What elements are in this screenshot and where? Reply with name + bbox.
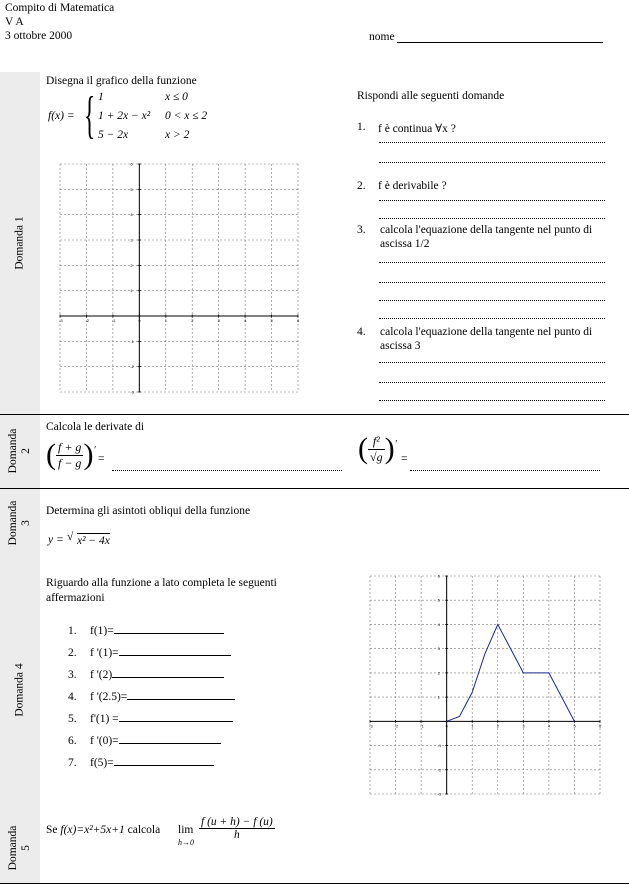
answer-line[interactable]	[379, 162, 605, 163]
section-label-text: Domanda	[7, 825, 19, 871]
answer-line[interactable]	[379, 142, 605, 143]
y-tick-label: 3	[130, 237, 133, 243]
section-label-q4: Domanda 4	[13, 663, 26, 717]
y-tick-label: -2	[130, 364, 134, 370]
q1-item-num: 3.	[357, 224, 366, 236]
y-tick-label: 4	[437, 621, 440, 627]
equals-sign: =	[98, 453, 105, 465]
q4-item-num: 4.	[68, 691, 77, 703]
x-tick-label: 4	[547, 723, 551, 729]
q4-answer-field[interactable]	[119, 645, 231, 656]
q1-item-num: 4.	[357, 326, 366, 338]
expr1-numerator: f + g	[58, 439, 82, 454]
x-tick-label: 3	[522, 723, 525, 729]
y-tick-label: -3	[437, 791, 442, 796]
y-tick-label: 2	[437, 670, 440, 676]
answer-line[interactable]	[379, 282, 605, 283]
section-label-text: Domanda	[7, 428, 19, 474]
y-tick-label: 4	[130, 212, 133, 218]
q2-expression-2: ( $\frac{\text{f²}}{√g}$ )'	[358, 432, 397, 465]
prime: '	[394, 438, 397, 450]
section-label-q2	[7, 429, 33, 474]
q2-expression-1: ( $\frac{f + g}{f - g}$ )'	[46, 438, 96, 471]
x-tick-label: 5	[573, 723, 576, 729]
y-tick-label: 2	[130, 262, 133, 268]
q1-item-text: calcola l'equazione della tangente nel punto di	[380, 326, 593, 338]
x-tick-label: 4	[244, 318, 247, 323]
q1-function-lhs: f(x) =	[48, 110, 75, 122]
y-tick-label: 5	[437, 597, 440, 603]
test-date: 3 ottobre 2000	[5, 30, 73, 42]
q4-answer-field[interactable]	[114, 755, 214, 766]
q2-answer-line-1[interactable]	[112, 470, 342, 471]
q1-item-text: f è continua ∀x ?	[378, 123, 456, 135]
case-expr-2: 1 + 2x − x²	[98, 110, 151, 122]
q4-answer-field[interactable]	[119, 733, 221, 744]
answer-line[interactable]	[379, 218, 605, 219]
q4-function-graph	[368, 574, 602, 796]
prime: '	[93, 444, 96, 456]
case-expr-3: 5 − 2x	[98, 129, 129, 141]
y-tick-label: 1	[437, 694, 440, 700]
y-tick-label: 1	[130, 288, 133, 294]
q1-item-text: calcola l'equazione della tangente nel punto di	[380, 224, 593, 236]
y-tick-label: 6	[437, 574, 440, 579]
q4-item-label: f(5)=	[90, 757, 114, 769]
divider	[0, 488, 629, 489]
x-tick-label: 5	[270, 318, 273, 323]
q4-item-num: 2.	[68, 647, 77, 659]
x-tick-label: -2	[85, 318, 90, 323]
q1-item-num: 2.	[357, 180, 366, 192]
x-tick-label: 2	[496, 723, 500, 729]
q4-item-label: f(1)=	[90, 625, 114, 637]
q3-radicand: x² − 4x	[77, 535, 110, 547]
answer-line[interactable]	[379, 200, 605, 201]
q1-item-num: 1.	[357, 121, 366, 133]
answer-line[interactable]	[379, 262, 605, 263]
answer-line[interactable]	[379, 300, 605, 301]
section-label-number: 2	[20, 448, 32, 454]
q5-text-pre: Se	[46, 824, 61, 836]
section-label-q3	[7, 501, 33, 546]
answer-line[interactable]	[379, 400, 605, 401]
q2-answer-line-2[interactable]	[410, 470, 600, 471]
case-cond-3: x > 2	[165, 129, 190, 141]
q5-statement	[46, 824, 160, 836]
limit-subscript: h→0	[178, 838, 194, 847]
q1-instruction: Disegna il grafico della funzione	[46, 75, 197, 87]
x-tick-label: 1	[164, 318, 168, 323]
answer-line[interactable]	[379, 382, 605, 383]
x-tick-label: 6	[599, 723, 602, 729]
y-tick-label: 3	[437, 646, 440, 652]
q4-instruction: Riguardo alla funzione a lato completa le seguenti	[46, 577, 277, 589]
q4-item-label: f '(1)=	[90, 647, 119, 659]
q4-item	[68, 667, 224, 681]
y-tick-label: -2	[437, 767, 442, 773]
q5-fraction	[199, 816, 275, 841]
q2-instruction: Calcola le derivate di	[46, 421, 145, 433]
q1-answer-title: Rispondi alle seguenti domande	[357, 90, 505, 102]
section-label-q5	[7, 826, 33, 871]
x-tick-label: -2	[394, 723, 399, 729]
q4-item-label: f '(2)	[90, 669, 113, 681]
q4-item-label: f '(2.5)=	[90, 691, 128, 703]
q4-instruction-cont: affermazioni	[46, 592, 105, 604]
equals-sign: =	[401, 453, 408, 465]
y-tick-label: 6	[130, 162, 133, 167]
x-tick-label: 1	[471, 723, 474, 729]
class-label: V A	[5, 16, 24, 28]
x-tick-label: 0	[138, 318, 141, 323]
name-field[interactable]	[397, 42, 603, 43]
q5-text-post: calcola	[124, 824, 161, 836]
q1-item-text-cont: ascissa 1/2	[380, 238, 430, 250]
q4-item	[68, 645, 231, 659]
x-tick-label: 0	[445, 723, 448, 729]
x-tick-label: 6	[297, 318, 300, 323]
q1-empty-graph[interactable]	[58, 162, 300, 394]
q1-item-text-cont: ascissa 3	[380, 340, 421, 352]
section-label-number: 3	[20, 520, 32, 526]
section-label-q1: Domanda 1	[13, 216, 26, 270]
q5-function: f(x)=x²+5x+1	[60, 824, 125, 836]
x-tick-label: -1	[111, 318, 116, 323]
q4-item	[68, 755, 214, 769]
q4-item-num: 5.	[68, 713, 77, 725]
q4-item	[68, 623, 224, 637]
q4-item	[68, 711, 233, 725]
q4-item-label: f'(1) =	[90, 713, 119, 725]
q5-numerator: f (u + h) − f (u)	[201, 816, 273, 828]
q4-answer-field[interactable]	[119, 711, 233, 722]
brace: {	[84, 87, 96, 144]
expr1-denominator: f − g	[58, 455, 82, 470]
q4-item-num: 6.	[68, 735, 77, 747]
divider	[0, 414, 629, 415]
answer-line[interactable]	[379, 362, 605, 363]
section-label-text: Domanda	[7, 500, 19, 546]
q5-denominator: h	[233, 829, 240, 841]
y-tick-label: -1	[437, 743, 442, 749]
q4-item	[68, 689, 235, 703]
divider	[0, 883, 629, 884]
expr2-denominator: √g	[370, 449, 383, 464]
case-cond-2: 0 < x ≤ 2	[165, 110, 208, 122]
case-expr-1: 1	[98, 91, 104, 103]
x-tick-label: -1	[420, 723, 424, 729]
x-tick-label: 3	[217, 318, 220, 323]
q4-item-num: 7.	[68, 757, 77, 769]
sqrt-sign: √	[67, 531, 74, 543]
q4-item-num: 3.	[68, 669, 77, 681]
q1-item-text: f è derivabile ?	[378, 180, 447, 192]
q3-function-lhs: y =	[48, 534, 64, 546]
expr2-numerator: f²	[368, 434, 385, 450]
q4-answer-field[interactable]	[127, 689, 235, 700]
q4-item-num: 1.	[68, 625, 77, 637]
name-label: nome	[369, 31, 395, 43]
y-tick-label: -3	[130, 389, 134, 394]
y-tick-label: -1	[130, 338, 134, 344]
q4-item	[68, 733, 221, 747]
y-tick-label: 5	[130, 186, 133, 192]
q4-item-label: f '(0)=	[90, 735, 119, 747]
x-tick-label: -3	[59, 318, 63, 323]
test-title: Compito di Matematica	[5, 2, 115, 14]
x-tick-label: 2	[191, 318, 194, 323]
q4-answer-field[interactable]	[114, 623, 224, 634]
x-tick-label: -3	[369, 723, 373, 729]
case-cond-1: x ≤ 0	[165, 91, 188, 103]
q4-answer-field[interactable]	[112, 667, 224, 678]
answer-line[interactable]	[379, 318, 605, 319]
limit-symbol: lim	[178, 824, 194, 836]
q3-instruction: Determina gli asintoti obliqui della funzione	[46, 505, 251, 517]
section-label-number: 5	[20, 845, 32, 851]
